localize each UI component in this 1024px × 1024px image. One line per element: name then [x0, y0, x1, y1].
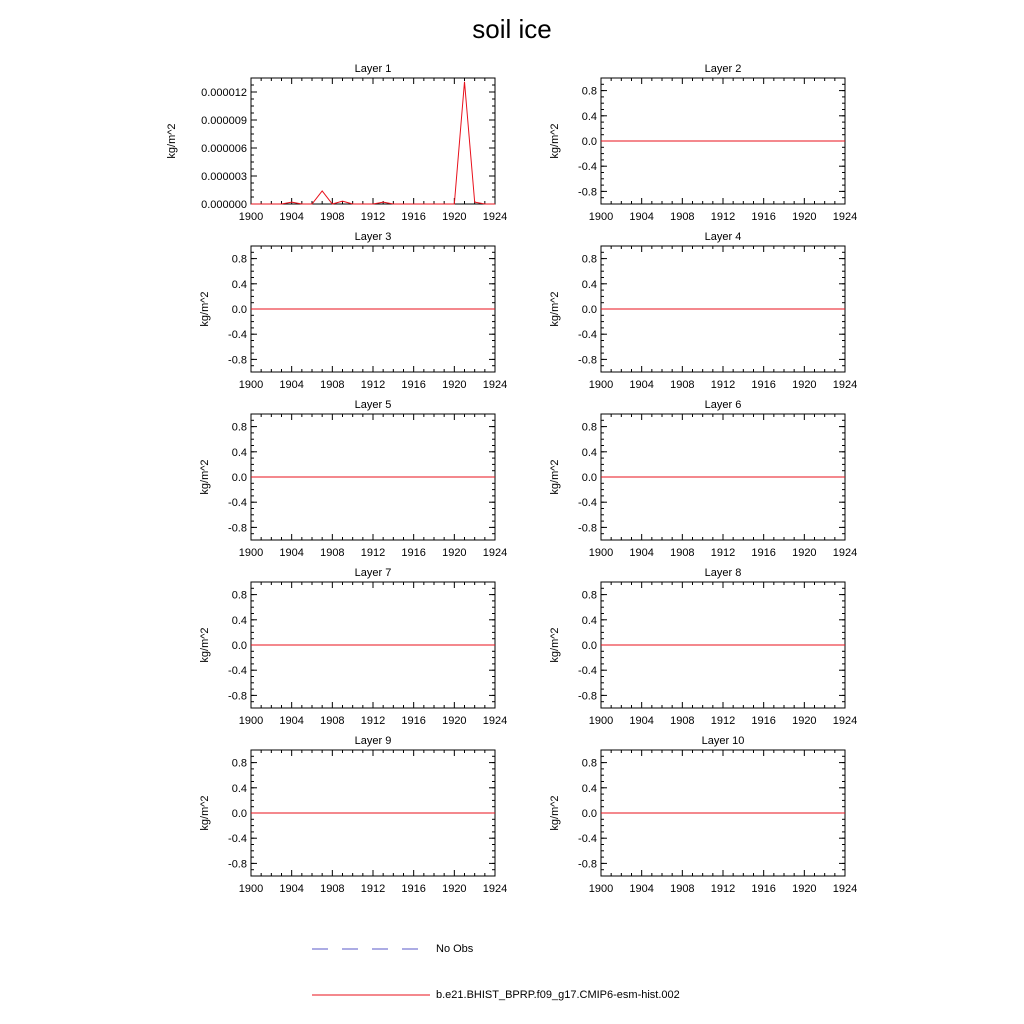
y-tick-label: 0.0	[581, 136, 597, 148]
y-tick-label: -0.4	[228, 833, 247, 846]
y-tick-label: 0.4	[231, 446, 247, 459]
x-tick-label: 1900	[588, 883, 614, 895]
y-tick-label: 0.4	[231, 614, 247, 627]
y-tick-label: 0.0	[581, 304, 597, 316]
panel-title: Layer 3	[354, 231, 392, 243]
x-tick-label: 1924	[482, 211, 508, 223]
x-tick-label: 1908	[670, 379, 695, 391]
y-tick-label: 0.8	[231, 421, 247, 434]
chart-panel-3	[199, 231, 507, 391]
y-tick-label: -0.4	[228, 665, 247, 678]
y-tick-label: 0.4	[581, 278, 597, 291]
y-tick-label: 0.4	[581, 782, 597, 795]
x-tick-label: 1920	[442, 379, 467, 391]
x-tick-label: 1908	[320, 547, 345, 559]
y-tick-label: -0.4	[578, 833, 597, 846]
y-tick-label: -0.8	[578, 690, 597, 703]
y-tick-label: 0.4	[231, 278, 247, 291]
x-tick-label: 1904	[279, 211, 304, 223]
x-tick-label: 1920	[442, 547, 467, 559]
x-tick-label: 1900	[588, 547, 614, 559]
panel-title: Layer 7	[354, 567, 392, 579]
chart-panel-7	[199, 567, 507, 727]
x-tick-label: 1920	[792, 211, 817, 223]
y-tick-label: -0.8	[228, 858, 247, 871]
x-tick-label: 1916	[751, 715, 776, 727]
x-tick-label: 1920	[442, 715, 467, 727]
chart-panel-6	[549, 399, 857, 559]
y-tick-label: 0.8	[581, 253, 597, 266]
x-tick-label: 1912	[710, 715, 736, 727]
y-tick-label: 0.4	[231, 782, 247, 795]
x-tick-label: 1908	[320, 379, 345, 391]
y-tick-label: 0.4	[581, 446, 597, 459]
x-tick-label: 1900	[238, 547, 264, 559]
y-tick-label: 0.000003	[201, 171, 247, 183]
y-tick-label: 0.8	[581, 421, 597, 434]
x-tick-label: 1904	[629, 547, 654, 559]
x-tick-label: 1904	[629, 211, 654, 223]
chart-panel-8	[549, 567, 857, 727]
x-tick-label: 1912	[360, 547, 386, 559]
x-tick-label: 1912	[710, 379, 736, 391]
x-tick-label: 1916	[401, 883, 426, 895]
x-tick-label: 1920	[792, 715, 817, 727]
y-axis-label: kg/m^2	[549, 291, 561, 327]
x-tick-label: 1912	[360, 715, 386, 727]
model-series-line	[251, 82, 495, 204]
y-tick-label: 0.8	[581, 85, 597, 98]
chart-panel-10	[549, 735, 857, 895]
x-tick-label: 1916	[401, 379, 426, 391]
x-tick-label: 1924	[832, 715, 858, 727]
x-tick-label: 1904	[279, 379, 304, 391]
x-tick-label: 1904	[279, 547, 304, 559]
x-tick-label: 1912	[360, 211, 386, 223]
panel-title: Layer 1	[354, 63, 392, 75]
y-tick-label: 0.0	[581, 808, 597, 820]
x-tick-label: 1900	[588, 211, 614, 223]
y-tick-label: -0.8	[228, 354, 247, 367]
x-tick-label: 1916	[751, 547, 776, 559]
y-tick-label: -0.4	[578, 497, 597, 510]
y-tick-label: 0.000000	[201, 199, 247, 211]
x-tick-label: 1924	[832, 547, 858, 559]
x-tick-label: 1904	[629, 379, 654, 391]
legend-obs-label: No Obs	[436, 943, 474, 955]
y-axis-label: kg/m^2	[166, 123, 178, 159]
y-tick-label: -0.4	[228, 329, 247, 342]
x-tick-label: 1924	[482, 379, 508, 391]
panel-title: Layer 5	[354, 399, 392, 411]
panel-title: Layer 10	[701, 735, 745, 747]
legend-model-label: b.e21.BHIST_BPRP.f09_g17.CMIP6-esm-hist.002	[436, 989, 680, 1001]
y-tick-label: 0.0	[581, 640, 597, 652]
x-tick-label: 1924	[832, 211, 858, 223]
x-tick-label: 1916	[751, 211, 776, 223]
y-tick-label: -0.8	[578, 354, 597, 367]
y-tick-label: 0.000006	[201, 143, 247, 155]
panel-title: Layer 9	[354, 735, 392, 747]
y-axis-label: kg/m^2	[549, 123, 561, 159]
y-tick-label: -0.8	[228, 522, 247, 535]
x-tick-label: 1912	[710, 547, 736, 559]
y-axis-label: kg/m^2	[199, 291, 211, 327]
x-tick-label: 1924	[832, 883, 858, 895]
y-tick-label: -0.8	[578, 858, 597, 871]
x-tick-label: 1920	[792, 547, 817, 559]
x-tick-label: 1912	[710, 883, 736, 895]
y-axis-label: kg/m^2	[199, 795, 211, 831]
x-tick-label: 1900	[238, 715, 264, 727]
x-tick-label: 1908	[670, 715, 695, 727]
y-axis-label: kg/m^2	[549, 627, 561, 663]
y-tick-label: 0.8	[581, 757, 597, 770]
y-tick-label: -0.8	[228, 690, 247, 703]
chart-panel-5	[199, 399, 507, 559]
x-tick-label: 1908	[320, 883, 345, 895]
y-tick-label: -0.4	[578, 161, 597, 174]
chart-panel-4	[549, 231, 857, 391]
x-tick-label: 1920	[442, 883, 467, 895]
y-tick-label: 0.8	[231, 589, 247, 602]
x-tick-label: 1904	[279, 883, 304, 895]
y-tick-label: 0.0	[231, 304, 247, 316]
y-tick-label: 0.0	[231, 472, 247, 484]
x-tick-label: 1924	[482, 883, 508, 895]
x-tick-label: 1920	[792, 883, 817, 895]
x-tick-label: 1904	[629, 883, 654, 895]
panel-title: Layer 8	[704, 567, 742, 579]
y-axis-label: kg/m^2	[199, 459, 211, 495]
chart-panel-2	[549, 63, 857, 223]
x-tick-label: 1908	[670, 211, 695, 223]
x-tick-label: 1908	[670, 547, 695, 559]
y-tick-label: 0.000012	[201, 87, 247, 99]
x-tick-label: 1904	[629, 715, 654, 727]
x-tick-label: 1900	[238, 883, 264, 895]
x-tick-label: 1900	[588, 379, 614, 391]
y-tick-label: -0.4	[228, 497, 247, 510]
chart-panels	[166, 63, 857, 895]
plot-frame	[251, 78, 495, 204]
y-tick-label: -0.4	[578, 329, 597, 342]
y-tick-label: 0.0	[581, 472, 597, 484]
x-tick-label: 1904	[279, 715, 304, 727]
legend	[312, 949, 430, 995]
x-tick-label: 1912	[360, 379, 386, 391]
x-tick-label: 1924	[482, 547, 508, 559]
chart-panel-9	[199, 735, 507, 895]
x-tick-label: 1908	[320, 715, 345, 727]
y-axis-label: kg/m^2	[549, 795, 561, 831]
x-tick-label: 1920	[792, 379, 817, 391]
y-tick-label: 0.4	[581, 614, 597, 627]
panel-title: Layer 4	[704, 231, 742, 243]
y-tick-label: -0.4	[578, 665, 597, 678]
y-tick-label: -0.8	[578, 522, 597, 535]
x-tick-label: 1924	[482, 715, 508, 727]
y-tick-label: 0.0	[231, 808, 247, 820]
y-axis-label: kg/m^2	[549, 459, 561, 495]
page-title: soil ice	[472, 14, 552, 44]
chart-panel-1	[166, 63, 507, 223]
y-tick-label: 0.000009	[201, 115, 247, 127]
y-axis-label: kg/m^2	[199, 627, 211, 663]
y-tick-label: 0.8	[231, 757, 247, 770]
panel-title: Layer 6	[704, 399, 742, 411]
x-tick-label: 1916	[401, 211, 426, 223]
x-tick-label: 1916	[751, 379, 776, 391]
x-tick-label: 1924	[832, 379, 858, 391]
panel-title: Layer 2	[704, 63, 742, 75]
x-tick-label: 1908	[320, 211, 345, 223]
x-tick-label: 1908	[670, 883, 695, 895]
y-tick-label: 0.4	[581, 110, 597, 123]
y-tick-label: -0.8	[578, 186, 597, 199]
x-tick-label: 1920	[442, 211, 467, 223]
x-tick-label: 1916	[751, 883, 776, 895]
x-tick-label: 1912	[710, 211, 736, 223]
x-tick-label: 1900	[238, 379, 264, 391]
x-tick-label: 1900	[238, 211, 264, 223]
x-tick-label: 1916	[401, 547, 426, 559]
x-tick-label: 1912	[360, 883, 386, 895]
x-tick-label: 1916	[401, 715, 426, 727]
x-tick-label: 1900	[588, 715, 614, 727]
y-tick-label: 0.8	[581, 589, 597, 602]
y-tick-label: 0.8	[231, 253, 247, 266]
y-tick-label: 0.0	[231, 640, 247, 652]
